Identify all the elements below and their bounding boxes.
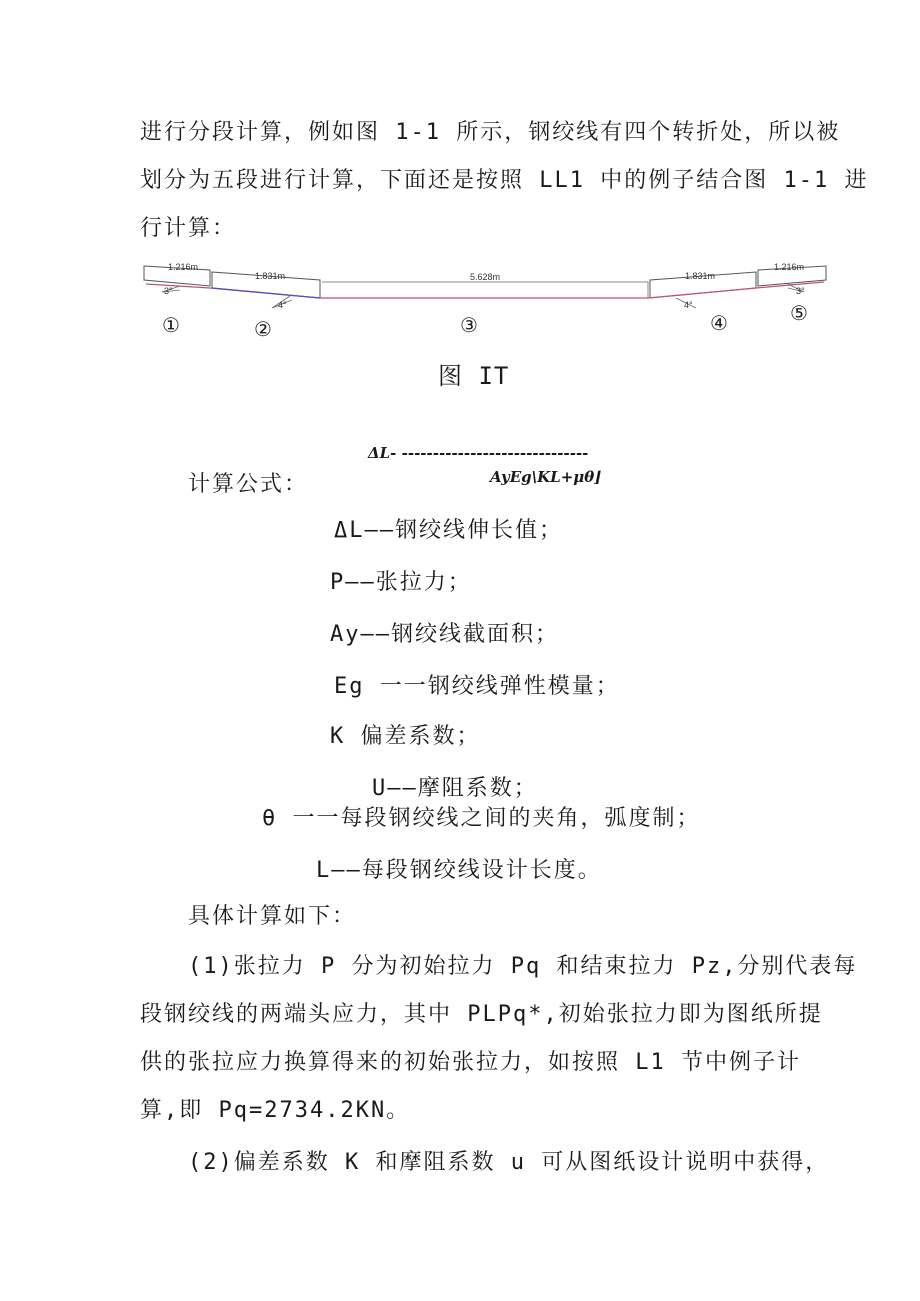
formula-label: 计算公式： bbox=[188, 472, 309, 497]
angle-label-2: 4° bbox=[278, 300, 287, 310]
definition-line: P——张拉力； bbox=[330, 570, 472, 595]
paragraph-line: 算,即 Pq=2734.2KN。 bbox=[140, 1098, 411, 1123]
segment-length-5: 1.216m bbox=[774, 262, 805, 272]
segment-length-4: 1.831m bbox=[685, 271, 716, 281]
segment-marker-5: ⑤ bbox=[790, 301, 808, 325]
segment-length-3: 5.628m bbox=[470, 272, 501, 282]
segment-marker-3: ③ bbox=[460, 313, 478, 337]
segment-3-outline bbox=[322, 282, 648, 298]
definition-line: U——摩阻系数； bbox=[372, 776, 538, 801]
angle-label-3: 4° bbox=[684, 300, 693, 310]
formula-numerator: ΔL- ------------------------------ bbox=[368, 444, 589, 462]
paragraph-line: 供的张拉应力换算得来的初始张拉力，如按照 L1 节中例子计 bbox=[140, 1050, 801, 1075]
tendon-line-blue bbox=[212, 288, 320, 298]
formula-denominator: AyEg\KL+μθ⌋ bbox=[490, 468, 602, 486]
paragraph-line: (1)张拉力 P 分为初始拉力 Pq 和结束拉力 Pz,分别代表每 bbox=[188, 954, 858, 979]
paragraph-line: 进行分段计算，例如图 1-1 所示，钢绞线有四个转折处，所以被 bbox=[140, 120, 841, 145]
paragraph-line: 行计算： bbox=[140, 216, 237, 241]
paragraph-line: 段钢绞线的两端头应力，其中 PLPq*,初始张拉力即为图纸所提 bbox=[140, 1002, 823, 1027]
calculation-heading: 具体计算如下： bbox=[188, 904, 357, 929]
segment-marker-2: ② bbox=[254, 317, 272, 341]
segment-length-1: 1.216m bbox=[168, 262, 199, 272]
definition-line: Ay——钢绞线截面积； bbox=[330, 622, 559, 647]
definition-line: θ 一一每段钢绞线之间的夹角，弧度制； bbox=[262, 806, 701, 831]
segment-marker-4: ④ bbox=[710, 311, 728, 335]
angle-label-1: 3° bbox=[164, 286, 173, 296]
angle-label-4: 3° bbox=[796, 286, 805, 296]
tendon-line bbox=[146, 282, 824, 298]
definition-line: K 偏差系数； bbox=[330, 724, 481, 749]
definition-line: ΔL——钢绞线伸长值； bbox=[334, 518, 563, 543]
tendon-segment-figure bbox=[140, 258, 830, 348]
segment-marker-1: ① bbox=[162, 313, 180, 337]
definition-line: Eg 一一钢绞线弹性模量； bbox=[334, 674, 620, 699]
segment-length-2: 1.831m bbox=[255, 271, 286, 281]
paragraph-line: 划分为五段进行计算，下面还是按照 LL1 中的例子结合图 1-1 进 bbox=[140, 168, 869, 193]
definition-line: L——每段钢绞线设计长度。 bbox=[316, 858, 602, 883]
paragraph-line: (2)偏差系数 K 和摩阻系数 u 可从图纸设计说明中获得， bbox=[188, 1150, 830, 1175]
figure-caption: 图 IT bbox=[438, 362, 510, 390]
